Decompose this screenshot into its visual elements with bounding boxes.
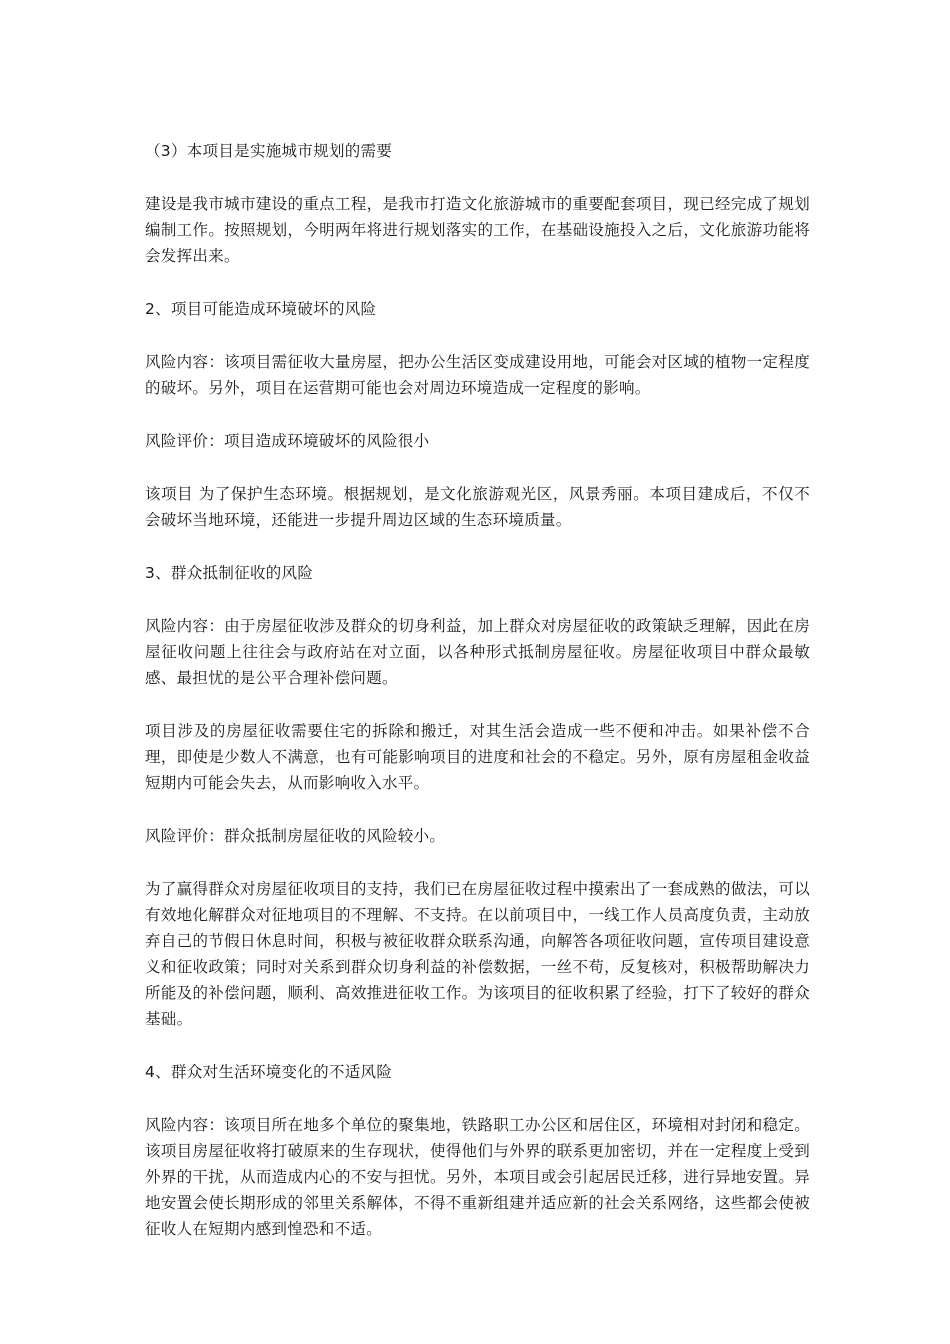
paragraph-environment-risk-evaluation: 风险评价：项目造成环境破坏的风险很小 [145,432,430,450]
paragraph-relocation-impact: 项目涉及的房屋征收需要住宅的拆除和搬迁，对其生活会造成一些不便和冲击。如果补偿不合理，即使是少数人不满意，也有可能影响项目的进度和社会的不稳定。另外，原有房屋租金收益短期内可能会失去，从而影响收入水平。 [145,722,810,792]
document-body [145,138,810,1269]
paragraph-planning-description: 建设是我市城市建设的重点工程，是我市打造文化旅游城市的重要配套项目，现已经完成了规划编制工作。按照规划，今明两年将进行规划落实的工作，在基础设施投入之后，文化旅游功能将会发挥出来。 [145,195,810,265]
paragraph-environment-protection: 该项目 为了保护生态环境。根据规划，是文化旅游观光区，风景秀丽。本项目建成后，不仅不会破坏当地环境，还能进一步提升周边区域的生态环境质量。 [145,485,810,529]
paragraph-resistance-risk-content: 风险内容：由于房屋征收涉及群众的切身利益，加上群众对房屋征收的政策缺乏理解，因此在房屋征收问题上往往会与政府站在对立面，以各种形式抵制房屋征收。房屋征收项目中群众最敏感、最担忧的是公平合理补偿问题。 [145,617,810,687]
section-heading-environment-risk: 2、项目可能造成环境破坏的风险 [145,300,377,318]
paragraph-resistance-risk-evaluation: 风险评价：群众抵制房屋征收的风险较小。 [145,827,446,845]
section-heading-adaptation-risk: 4、群众对生活环境变化的不适风险 [145,1063,393,1081]
paragraph-public-support-measures: 为了赢得群众对房屋征收项目的支持，我们已在房屋征收过程中摸索出了一套成熟的做法，可以有效地化解群众对征地项目的不理解、不支持。在以前项目中，一线工作人员高度负责，主动放弃自己的节假日休息时间，积极与被征收群众联系沟通，向解答各项征收问题，宣传项目建设意义和征收政策；同时对关系到群众切身利益的补偿数据，一丝不苟，反复核对，积极帮助解决力所能及的补偿问题，顺利、高效推进征收工作。为该项目的征收积累了经验，打下了较好的群众基础。 [145,880,810,1028]
paragraph-environment-risk-content: 风险内容：该项目需征收大量房屋，把办公生活区变成建设用地，可能会对区域的植物一定程度的破坏。另外，项目在运营期可能也会对周边环境造成一定程度的影响。 [145,353,810,397]
section-heading-resistance-risk: 3、群众抵制征收的风险 [145,564,314,582]
section-heading-urban-planning: （3）本项目是实施城市规划的需要 [145,142,393,160]
paragraph-adaptation-risk-content: 风险内容：该项目所在地多个单位的聚集地，铁路职工办公区和居住区，环境相对封闭和稳定。该项目房屋征收将打破原来的生存现状，使得他们与外界的联系更加密切，并在一定程度上受到外界的干扰，从而造成内心的不安与担忧。另外，本项目或会引起居民迁移，进行异地安置。异地安置会使长期形成的邻里关系解体，不得不重新组建并适应新的社会关系网络，这些都会使被征收人在短期内感到惶恐和不适。 [145,1116,810,1238]
